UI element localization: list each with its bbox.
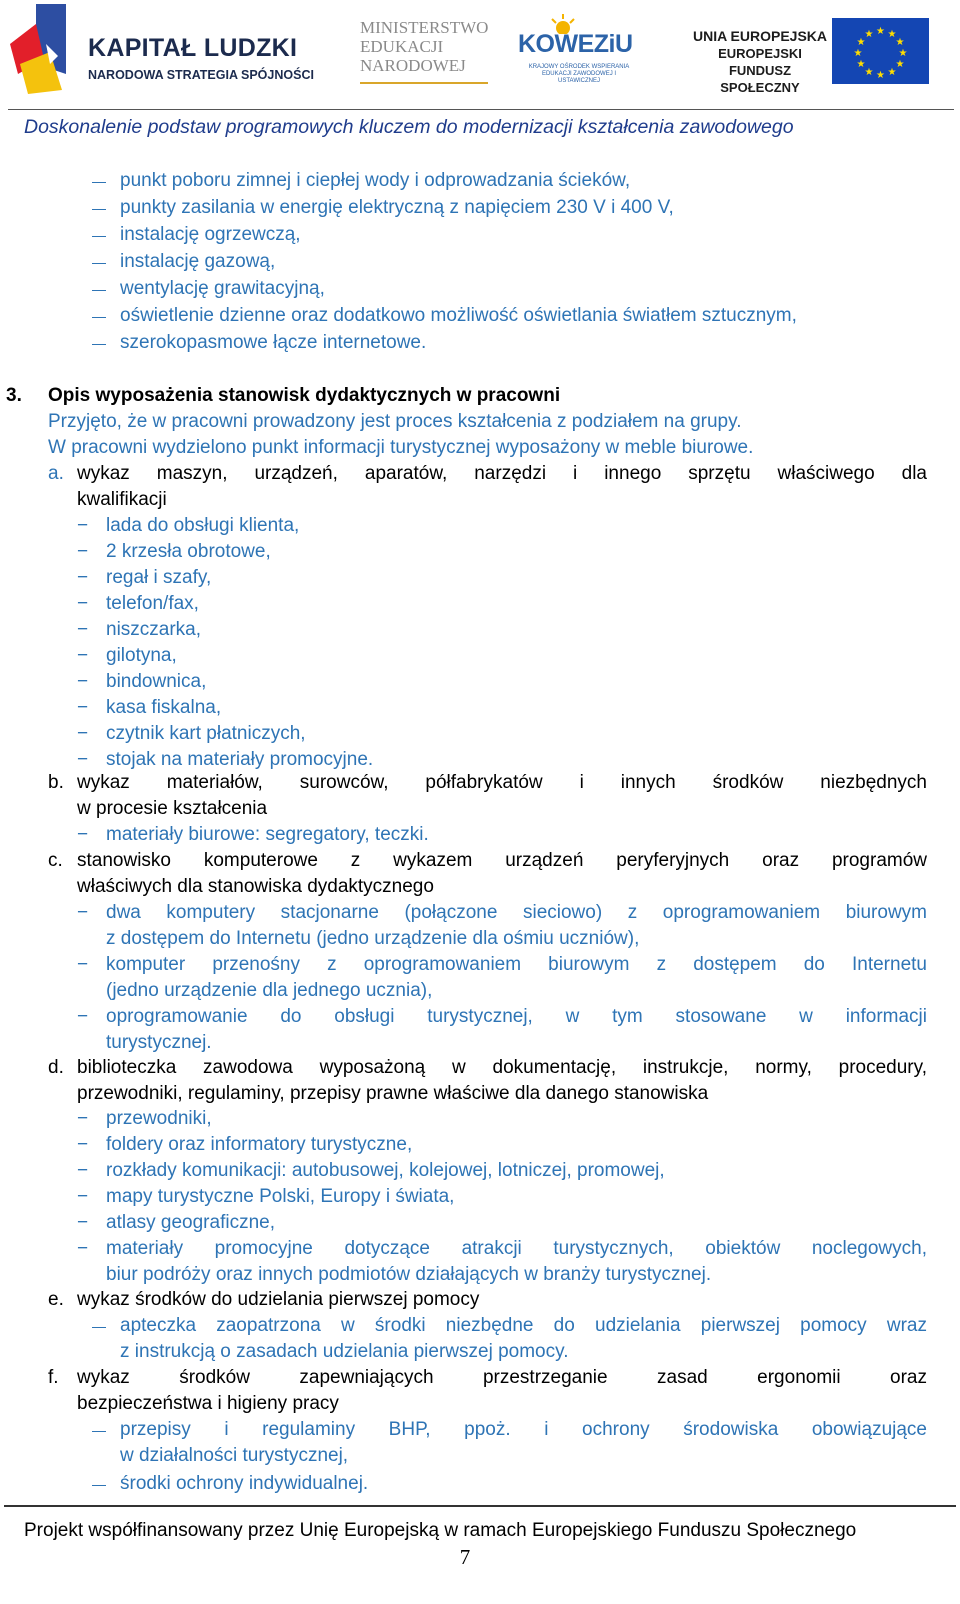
section-number: 3.	[6, 385, 22, 406]
list-dash-icon: −	[77, 824, 89, 845]
kapital-ludzki-logo	[6, 4, 314, 104]
list-item: regał i szafy,	[106, 567, 212, 588]
list-dash-icon: −	[77, 723, 89, 744]
list-item: telefon/fax,	[106, 593, 199, 614]
koweziu-name: KOWEZiU	[518, 30, 633, 58]
list-item-cont: (jedno urządzenie dla jednego ucznia),	[106, 980, 433, 1001]
svg-text:★: ★	[853, 48, 863, 59]
page-number: 7	[459, 1545, 471, 1569]
men-underline	[360, 82, 488, 84]
header-rule	[8, 109, 954, 110]
list-dash-icon: −	[77, 749, 89, 770]
list-item: przepisy i regulaminy BHP, ppoż. i ochrony środowiska obowiązujące	[120, 1419, 927, 1440]
svg-text:★: ★	[876, 26, 885, 37]
list-item: punkt poboru zimnej i ciepłej wody i odprowadzania ścieków,	[120, 170, 631, 191]
list-dash-icon: −	[77, 1238, 89, 1259]
item-heading: stanowisko komputerowe z wykazem urządzeń peryferyjnych oraz programów	[77, 850, 927, 871]
list-item-cont: z dostępem do Internetu (jedno urządzenie dla ośmiu uczniów),	[106, 928, 640, 949]
item-heading-cont: przewodniki, regulaminy, przepisy prawne właściwe dla danego stanowiska	[77, 1083, 709, 1104]
list-item-cont: turystycznej.	[106, 1032, 212, 1053]
list-dash-icon: −	[77, 515, 89, 536]
list-dash-icon: −	[77, 619, 89, 640]
list-item: środki ochrony indywidualnej.	[120, 1473, 369, 1494]
men-line-3: NARODOWEJ	[360, 56, 466, 75]
list-dash-icon	[92, 317, 106, 318]
list-dash-icon	[92, 182, 106, 183]
list-item: instalację gazową,	[120, 251, 276, 272]
list-dash-icon: −	[77, 593, 89, 614]
men-line-1: MINISTERSTWO	[360, 18, 489, 37]
koweziu-logo	[518, 14, 638, 84]
list-dash-icon	[92, 1327, 106, 1328]
item-heading-cont: właściwych dla stanowiska dydaktycznego	[77, 876, 434, 897]
item-marker: e.	[48, 1289, 64, 1310]
ministerstwo-logo	[360, 18, 500, 88]
list-dash-icon: −	[77, 1186, 89, 1207]
item-marker: a.	[48, 463, 64, 484]
kapital-ludzki-emblem-icon	[6, 4, 82, 100]
item-marker: f.	[48, 1367, 59, 1388]
svg-text:★: ★	[895, 37, 905, 48]
svg-text:★: ★	[864, 67, 874, 78]
list-dash-icon: −	[77, 1108, 89, 1129]
list-dash-icon	[92, 290, 106, 291]
item-heading-cont: kwalifikacji	[77, 489, 167, 510]
list-dash-icon: −	[77, 1134, 89, 1155]
ue-line-3: FUNDUSZ SPOŁECZNY	[720, 63, 800, 95]
list-item: niszczarka,	[106, 619, 202, 640]
list-item: bindownica,	[106, 671, 207, 692]
list-dash-icon	[92, 1485, 106, 1486]
section-heading: Opis wyposażenia stanowisk dydaktycznych w pracowni	[48, 385, 561, 406]
list-item-cont: biur podróży oraz innych podmiotów działających w branży turystycznej.	[106, 1264, 712, 1285]
list-dash-icon: −	[77, 954, 89, 975]
item-heading-cont: bezpieczeństwa i higieny pracy	[77, 1393, 339, 1414]
koweziu-subtitle: KRAJOWY OŚRODEK WSPIERANIA EDUKACJI ZAWODOWEJ I USTAWICZNEJ	[528, 64, 630, 84]
ue-line-1: UNIA EUROPEJSKA	[692, 28, 828, 44]
list-item: dwa komputery stacjonarne (połączone sieciowo) z oprogramowaniem biurowym	[106, 902, 927, 923]
list-item: gilotyna,	[106, 645, 177, 666]
svg-text:★: ★	[895, 59, 905, 70]
list-item: instalację ogrzewczą,	[120, 224, 301, 245]
list-item: punkty zasilania w energię elektryczną z napięciem 230 V i 400 V,	[120, 197, 674, 218]
list-dash-icon: −	[77, 902, 89, 923]
item-marker: b.	[48, 772, 64, 793]
ue-text	[690, 28, 830, 96]
item-heading: wykaz środków do udzielania pierwszej pomocy	[77, 1289, 480, 1310]
page-header-title: Doskonalenie podstaw programowych kluczem do modernizacji kształcenia zawodowego	[24, 116, 794, 138]
list-dash-icon: −	[77, 697, 89, 718]
footer-rule	[4, 1505, 956, 1507]
item-heading-cont: w procesie kształcenia	[77, 798, 268, 819]
list-item: materiały biurowe: segregatory, teczki.	[106, 824, 429, 845]
item-heading: wykaz materiałów, surowców, półfabrykatów i innych środków niezbędnych	[77, 772, 927, 793]
list-dash-icon: −	[77, 567, 89, 588]
list-item: komputer przenośny z oprogramowaniem biurowym z dostępem do Internetu	[106, 954, 927, 975]
ue-line-2: EUROPEJSKI	[718, 46, 802, 61]
list-item: przewodniki,	[106, 1108, 212, 1129]
svg-text:★: ★	[876, 70, 885, 81]
list-dash-icon	[92, 1431, 106, 1432]
list-item: 2 krzesła obrotowe,	[106, 541, 271, 562]
list-dash-icon: −	[77, 671, 89, 692]
section-paragraph: W pracowni wydzielono punkt informacji turystycznej wyposażony w meble biurowe.	[48, 437, 754, 458]
footer-text: Projekt współfinansowany przez Unię Europejską w ramach Europejskiego Funduszu Społecznego	[24, 1520, 857, 1541]
header-logos	[0, 0, 960, 112]
list-item: apteczka zaopatrzona w środki niezbędne do udzielania pierwszej pomocy wraz	[120, 1315, 927, 1336]
item-heading: wykaz środków zapewniających przestrzeganie zasad ergonomii oraz	[77, 1367, 927, 1388]
list-item-cont: z instrukcją o zasadach udzielania pierwszej pomocy.	[120, 1341, 569, 1362]
list-dash-icon	[92, 236, 106, 237]
svg-text:★: ★	[864, 29, 874, 40]
list-dash-icon	[92, 209, 106, 210]
eu-flag-icon	[832, 18, 929, 84]
svg-text:★: ★	[887, 67, 897, 78]
svg-text:★: ★	[856, 59, 866, 70]
list-dash-icon: −	[77, 645, 89, 666]
list-item: rozkłady komunikacji: autobusowej, kolejowej, lotniczej, promowej,	[106, 1160, 665, 1181]
list-dash-icon	[92, 344, 106, 345]
svg-text:★: ★	[898, 48, 908, 59]
kapital-ludzki-subtitle: NARODOWA STRATEGIA SPÓJNOŚCI	[88, 68, 314, 82]
svg-text:★: ★	[887, 29, 897, 40]
list-item: szerokopasmowe łącze internetowe.	[120, 332, 427, 353]
list-dash-icon: −	[77, 1160, 89, 1181]
list-dash-icon: −	[77, 1212, 89, 1233]
list-item: lada do obsługi klienta,	[106, 515, 300, 536]
item-heading: biblioteczka zawodowa wyposażoną w dokumentację, instrukcje, normy, procedury,	[77, 1057, 927, 1078]
item-marker: d.	[48, 1057, 64, 1078]
list-dash-icon: −	[77, 541, 89, 562]
list-item: stojak na materiały promocyjne.	[106, 749, 374, 770]
list-dash-icon	[92, 263, 106, 264]
item-heading: wykaz maszyn, urządzeń, aparatów, narzędzi i innego sprzętu właściwego dla	[77, 463, 927, 484]
list-dash-icon: −	[77, 1006, 89, 1027]
list-item: materiały promocyjne dotyczące atrakcji turystycznych, obiektów noclegowych,	[106, 1238, 927, 1259]
list-item: mapy turystyczne Polski, Europy i świata,	[106, 1186, 455, 1207]
men-line-2: EDUKACJI	[360, 37, 444, 56]
section-paragraph: Przyjęto, że w pracowni prowadzony jest proces kształcenia z podziałem na grupy.	[48, 411, 742, 432]
list-item: foldery oraz informatory turystyczne,	[106, 1134, 413, 1155]
list-item: oświetlenie dzienne oraz dodatkowo możliwość oświetlania światłem sztucznym,	[120, 305, 797, 326]
list-item: wentylację grawitacyjną,	[120, 278, 325, 299]
item-marker: c.	[48, 850, 63, 871]
list-item: kasa fiskalna,	[106, 697, 222, 718]
svg-text:★: ★	[856, 37, 866, 48]
list-item-cont: w działalności turystycznej,	[120, 1445, 349, 1466]
ue-logo	[690, 18, 940, 95]
list-item: czytnik kart płatniczych,	[106, 723, 306, 744]
kapital-ludzki-title: KAPITAŁ LUDZKI	[88, 34, 298, 62]
list-item: oprogramowanie do obsługi turystycznej, w tym stosowane w informacji	[106, 1006, 927, 1027]
list-item: atlasy geograficzne,	[106, 1212, 275, 1233]
